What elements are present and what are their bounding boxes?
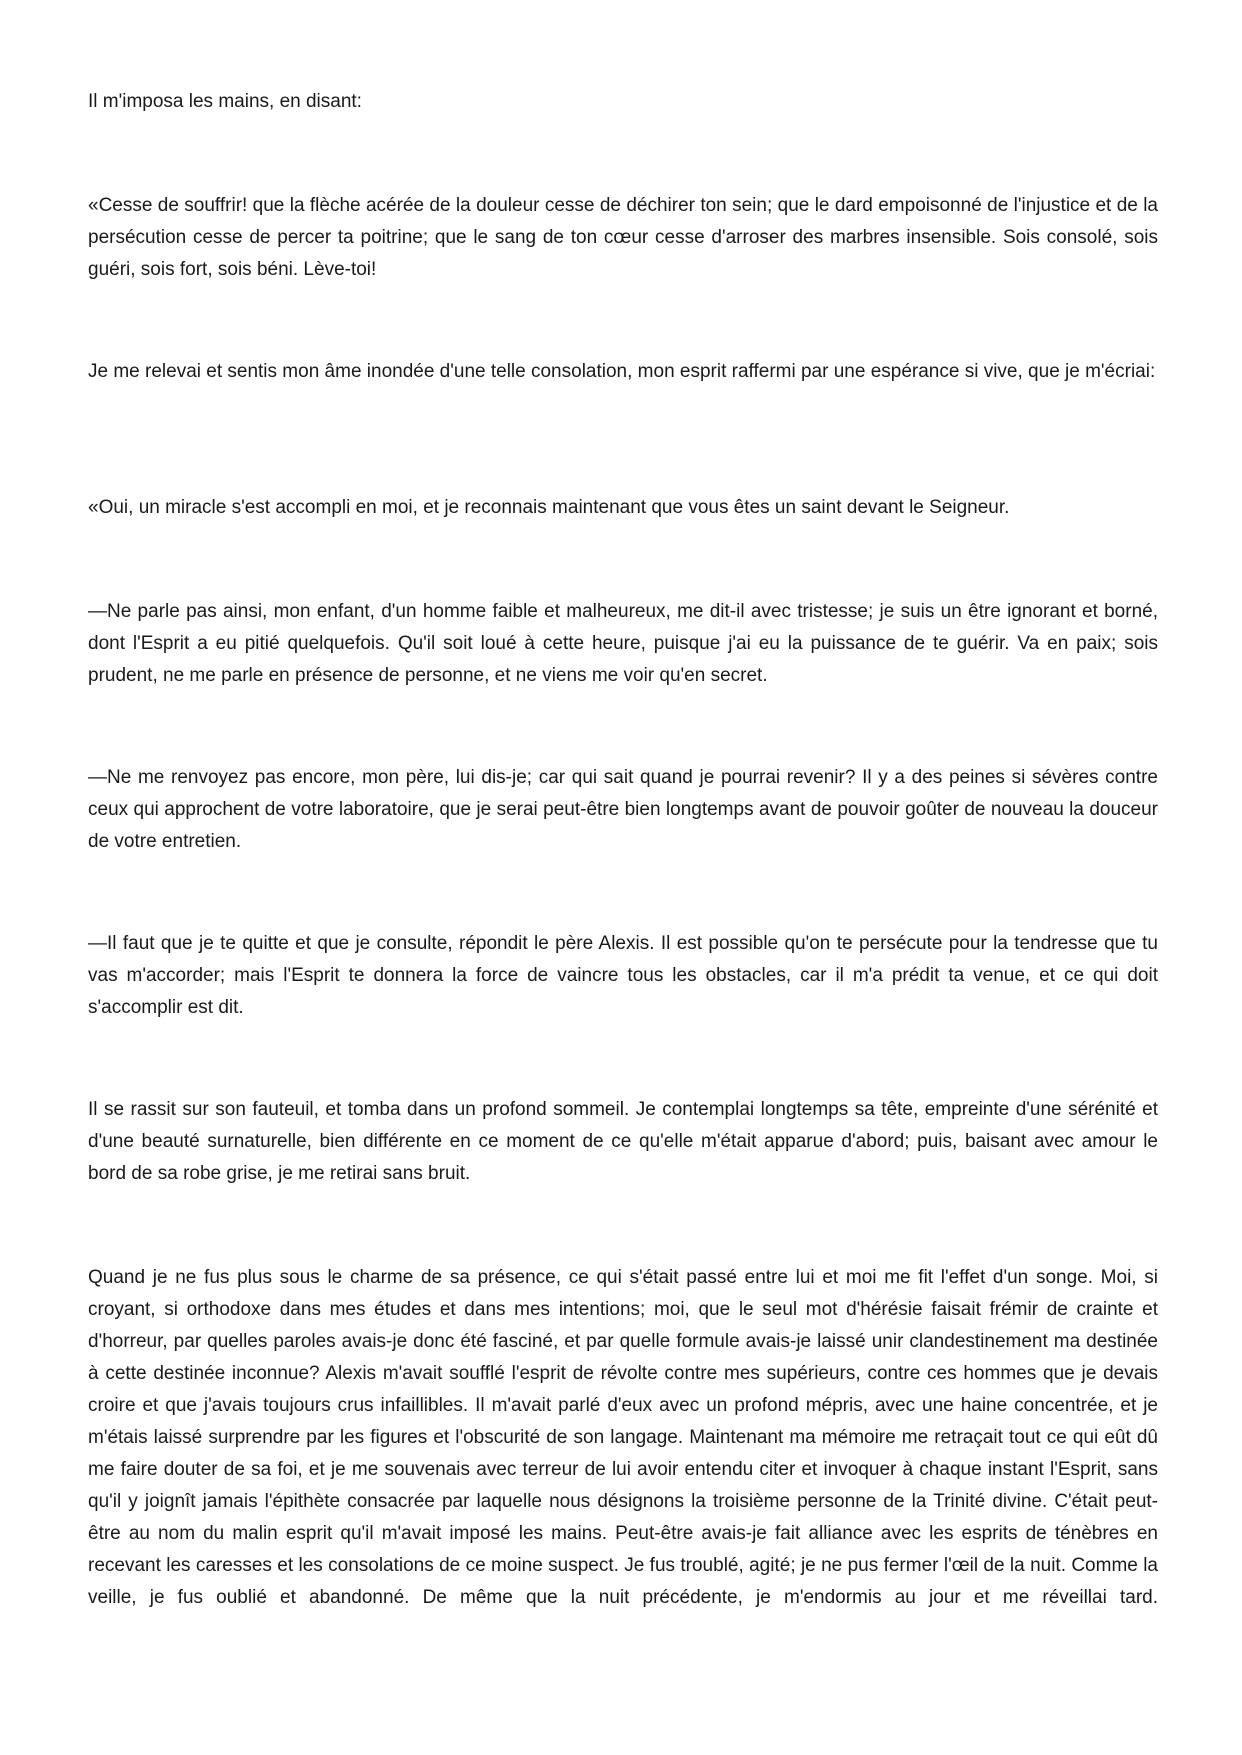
paragraph-3: Je me relevai et sentis mon âme inondée d'une telle consolation, mon esprit raffermi par une espérance si vive, que je m'écriai: [88,361,1156,382]
paragraph-8: Il se rassit sur son fauteuil, et tomba dans un profond sommeil. Je contemplai longtemps sa tête, empreinte d'une sérénité et d'une beauté surnaturelle, bien différente en ce moment de ce qu'elle m'était apparue d'abord; puis, baisant avec amour le bord de sa robe grise, je me retirai sans bruit. [88,1099,1158,1184]
paragraph-1: Il m'imposa les mains, en disant: [88,91,362,112]
paragraph-2: «Cesse de souffrir! que la flèche acérée de la douleur cesse de déchirer ton sein; que le dard empoisonné de l'injustice et de la persécution cesse de percer ta poitrine; que le sang de ton cœur cesse d'arroser des marbres insensible. Sois consolé, sois guéri, sois fort, sois béni. Lève-toi! [88,195,1158,280]
paragraph-5: —Ne parle pas ainsi, mon enfant, d'un homme faible et malheureux, me dit-il avec tristesse; je suis un être ignorant et borné, dont l'Esprit a eu pitié quelquefois. Qu'il soit loué à cette heure, puisque j'ai eu la puissance de te guérir. Va en paix; sois prudent, ne me parle en présence de personne, et ne viens me voir qu'en secret. [88,601,1158,686]
paragraph-6: —Ne me renvoyez pas encore, mon père, lui dis-je; car qui sait quand je pourrai revenir? Il y a des peines si sévères contre ceux qui approchent de votre laboratoire, que je serai peut-être bien longtemps avant de pouvoir goûter de nouveau la douceur de votre entretien. [88,767,1158,852]
paragraph-7: —Il faut que je te quitte et que je consulte, répondit le père Alexis. Il est possible qu'on te persécute pour la tendresse que tu vas m'accorder; mais l'Esprit te donnera la force de vaincre tous les obstacles, car il m'a prédit ta venue, et ce qui doit s'accomplir est dit. [88,933,1158,1018]
paragraph-9: Quand je ne fus plus sous le charme de sa présence, ce qui s'était passé entre lui et moi me fit l'effet d'un songe. Moi, si croyant, si orthodoxe dans mes études et dans mes intentions; moi, que le seul mot d'hérésie faisait frémir de crainte et d'horreur, par quelles paroles avais-je donc été fasciné, et par quelle formule avais-je laissé unir clandestinement ma destinée à cette destinée inconnue? Alexis m'avait soufflé l'esprit de révolte contre mes supérieurs, contre ces hommes que je devais croire et que j'avais toujours crus infaillibles. Il m'avait parlé d'eux avec un profond mépris, avec une haine concentrée, et je m'étais laissé surprendre par les figures et l'obscurité de son langage. Maintenant ma mémoire me retraçait tout ce qui eût dû me faire douter de sa foi, et je me souvenais avec terreur de lui avoir entendu citer et invoquer à chaque instant l'Esprit, sans qu'il y joignît jamais l'épithète consacrée par laquelle nous désignons la troisième personne de la Trinité divine. C'était peut-être au nom du malin esprit qu'il m'avait imposé les mains. Peut-être avais-je fait alliance avec les esprits de ténèbres en recevant les caresses et les consolations de ce moine suspect. Je fus troublé, agité; je ne pus fermer l'œil de la nuit. Comme la veille, je fus oublié et abandonné. De même que la nuit précédente, je m'endormis au jour et me réveillai tard. [88,1267,1158,1608]
paragraph-4: «Oui, un miracle s'est accompli en moi, et je reconnais maintenant que vous êtes un saint devant le Seigneur. [88,497,1010,518]
